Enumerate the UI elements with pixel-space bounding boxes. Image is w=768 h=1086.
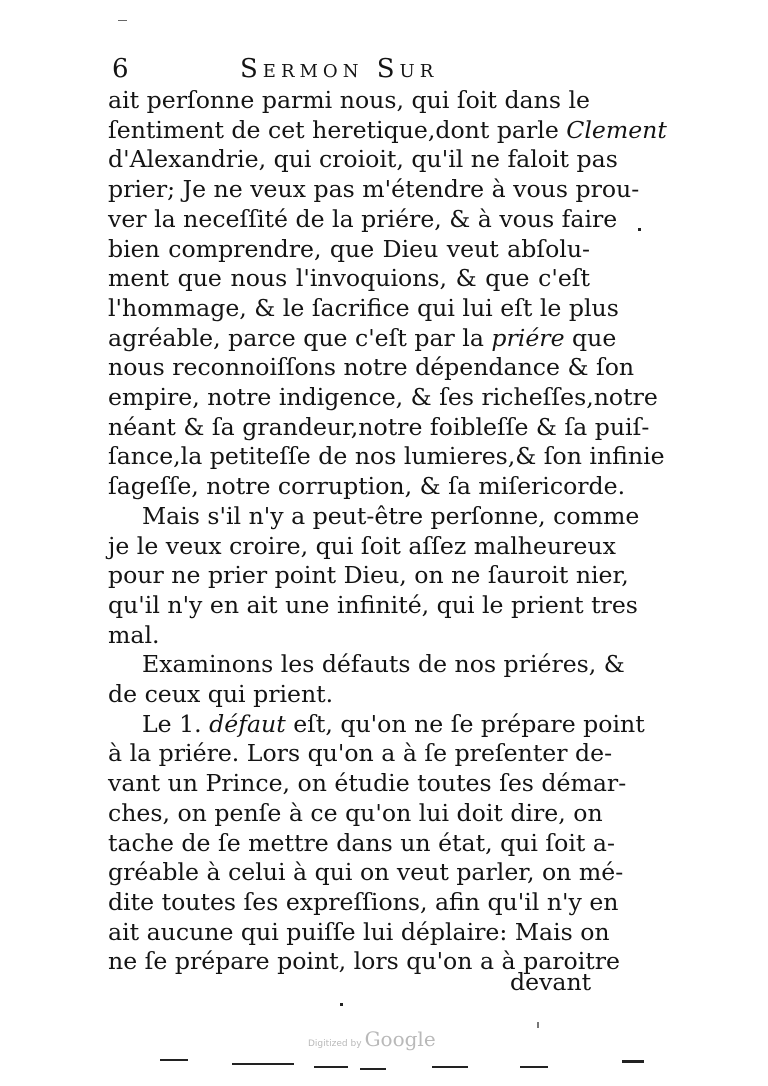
text-line-19: mal. bbox=[108, 620, 160, 649]
text-line-12: néant & ſa grandeur,notre foibleſſe & ſa puiſ- bbox=[108, 412, 650, 441]
text-line-26: tache de ſe mettre dans un état, qui ſoit a- bbox=[108, 828, 615, 857]
text-line-15: Mais s'il n'y a peut-être perſonne, comme bbox=[142, 501, 640, 530]
scan-speck bbox=[537, 1022, 539, 1028]
text-line-6: bien comprendre, que Dieu veut abſolu- bbox=[108, 234, 590, 263]
text-line-23: à la priére. Lors qu'on a à ſe preſenter de- bbox=[108, 739, 613, 768]
text-line-22-tail: eſt, qu'on ne ſe prépare point bbox=[285, 709, 645, 738]
running-title: Sermon Sur bbox=[240, 54, 439, 84]
scan-speck bbox=[622, 1060, 644, 1063]
text-line-29: ait aucune qui puiſſe lui déplaire: Mais on bbox=[108, 917, 610, 946]
text-line-4: prier; Je ne veux pas m'étendre à vous prou- bbox=[108, 175, 640, 204]
text-line-8: l'hommage, & le ſacrifice qui lui eſt le plus bbox=[108, 293, 619, 322]
scan-speck bbox=[118, 20, 127, 21]
text-line-22 bbox=[108, 709, 645, 740]
text-line-22-roman: Le 1. bbox=[142, 709, 210, 738]
scan-speck bbox=[360, 1068, 386, 1070]
text-line-17: pour ne prier point Dieu, on ne ſauroit nier, bbox=[108, 561, 629, 590]
scan-speck bbox=[232, 1063, 294, 1065]
text-line-9-tail: que bbox=[564, 323, 617, 352]
text-line-14: ſageſſe, notre corruption, & ſa miſericorde. bbox=[108, 472, 626, 501]
watermark-brand: Google bbox=[364, 1027, 436, 1051]
scan-speck bbox=[638, 228, 641, 231]
scan-speck bbox=[340, 1003, 343, 1006]
text-line-10: nous reconnoiſſons notre dépendance & ſon bbox=[108, 353, 635, 382]
scan-speck bbox=[432, 1066, 468, 1068]
text-line-2-roman: ſentiment de cet heretique,dont parle bbox=[108, 115, 567, 144]
page-header bbox=[112, 52, 592, 86]
text-line-24: vant un Prince, on étudie toutes ſes démar- bbox=[108, 769, 627, 798]
sermon-text bbox=[108, 86, 667, 977]
text-line-30: ne ſe prépare point, lors qu'on a à paroitre bbox=[108, 947, 621, 976]
page-number: 6 bbox=[112, 54, 129, 84]
text-line-1: ait perſonne parmi nous, qui ſoit dans le bbox=[108, 86, 590, 114]
text-line-11: empire, notre indigence, & ſes richeſſes,notre bbox=[108, 383, 658, 412]
italic-priere: priére bbox=[491, 323, 565, 352]
text-line-2 bbox=[108, 115, 667, 146]
catchword: devant bbox=[510, 968, 592, 996]
text-line-3: d'Alexandrie, qui croioit, qu'il ne faloit pas bbox=[108, 145, 618, 174]
italic-defaut: défaut bbox=[209, 709, 286, 738]
text-line-9-roman: agréable, parce que c'eſt par la bbox=[108, 323, 492, 352]
digitized-watermark bbox=[308, 1026, 436, 1052]
text-line-27: gréable à celui à qui on veut parler, on mé- bbox=[108, 858, 624, 887]
text-line-13: ſance,la petiteſſe de nos lumieres,& ſon infinie bbox=[108, 442, 665, 471]
text-line-9 bbox=[108, 323, 617, 354]
italic-clement: Clement bbox=[566, 115, 667, 144]
text-line-5: ver la neceſſité de la priére, & à vous faire bbox=[108, 204, 618, 233]
scan-speck bbox=[160, 1059, 188, 1061]
text-line-18: qu'il n'y en ait une infinité, qui le prient tres bbox=[108, 590, 638, 619]
text-line-20: Examinons les défauts de nos priéres, & bbox=[142, 650, 625, 679]
scan-speck bbox=[314, 1066, 348, 1068]
text-line-25: ches, on penſe à ce qu'on lui doit dire, on bbox=[108, 798, 603, 827]
scan-speck bbox=[520, 1066, 548, 1068]
watermark-prefix: Digitized by bbox=[308, 1039, 362, 1049]
text-line-28: dite toutes ſes expreſſions, afin qu'il n'y en bbox=[108, 887, 619, 916]
text-line-21: de ceux qui prient. bbox=[108, 680, 334, 709]
text-line-16: je le veux croire, qui ſoit aſſez malheureux bbox=[108, 531, 616, 560]
text-line-7: ment que nous l'invoquions, & que c'eſt bbox=[108, 264, 590, 293]
